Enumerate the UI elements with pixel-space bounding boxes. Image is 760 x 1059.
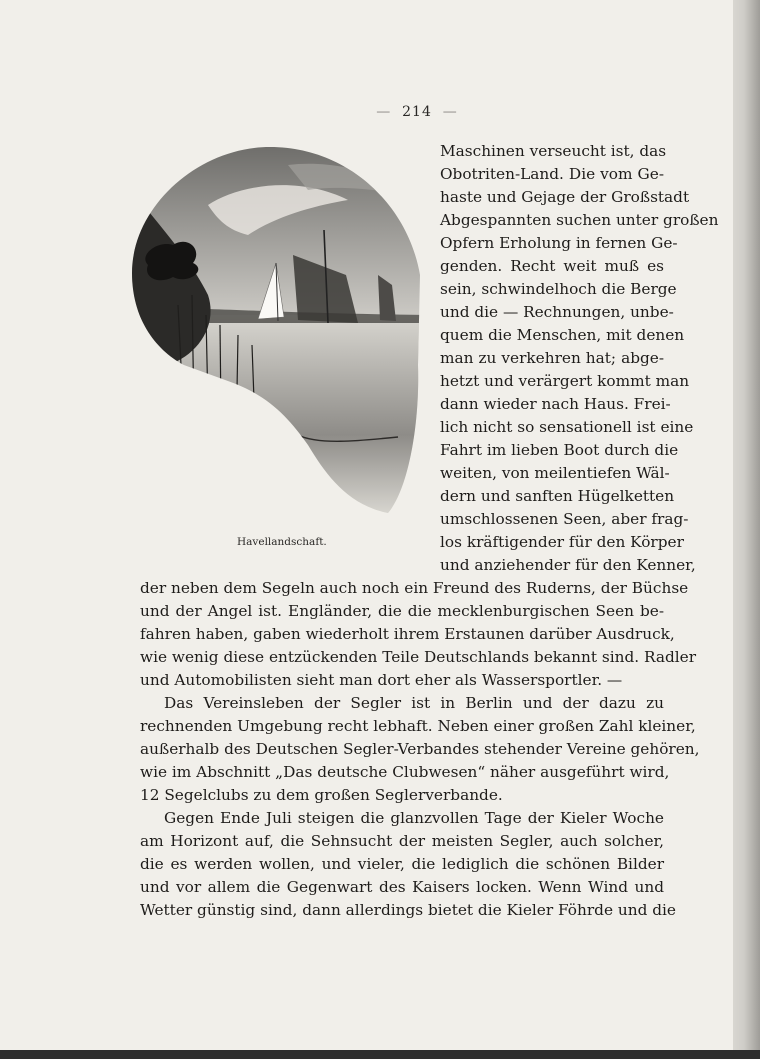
text-line: quem die Menschen, mit denen <box>440 326 685 344</box>
lake-illustration <box>128 145 428 517</box>
text-line: dern und sanften Hügelketten <box>440 487 675 505</box>
text-line: am Horizont auf, die Sehnsucht der meisten Segler, auch solcher, <box>140 832 664 850</box>
text-line: Abgespannten suchen unter großen <box>440 211 719 229</box>
text-line: und Automobilisten sieht man dort eher als Wassersportler. — <box>140 671 623 689</box>
text-line: genden. Recht weit muß es <box>440 257 664 275</box>
text-line: Wetter günstig sind, dann allerdings bietet die Kieler Föhrde und die <box>140 901 676 919</box>
text-line: und anziehender für den Kenner, <box>440 556 696 574</box>
text-line: umschlossenen Seen, aber frag- <box>440 510 689 528</box>
page-number: — 214 — <box>376 104 458 120</box>
text-line: 12 Segelclubs zu dem großen Seglerverbande. <box>140 786 503 804</box>
text-line: los kräftigender für den Körper <box>440 533 684 551</box>
text-line: wie wenig diese entzückenden Teile Deutschlands bekannt sind. Radler <box>140 648 697 666</box>
text-line: Obotriten-Land. Die vom Ge- <box>440 165 664 183</box>
text-line: haste und Gejage der Großstadt <box>440 188 690 206</box>
text-line: sein, schwindelhoch die Berge <box>440 280 677 298</box>
text-line: weiten, von meilentiefen Wäl- <box>440 464 670 482</box>
text-line: außerhalb des Deutschen Segler-Verbandes stehender Vereine gehören, <box>140 740 700 758</box>
text-line: Das Vereinsleben der Segler ist in Berlin und der dazu zu <box>164 694 664 712</box>
text-line: und die — Rechnungen, unbe- <box>440 303 674 321</box>
text-line: fahren haben, gaben wiederholt ihrem Erstaunen darüber Ausdruck, <box>140 625 675 643</box>
text-line: Gegen Ende Juli steigen die glanzvollen Tage der Kieler Woche <box>164 809 664 827</box>
text-line: hetzt und verärgert kommt man <box>440 372 690 390</box>
illustration-caption: Havellandschaft. <box>237 536 327 548</box>
text-line: Opfern Erholung in fernen Ge- <box>440 234 678 252</box>
text-line: die es werden wollen, und vieler, die lediglich die schönen Bilder <box>140 855 664 873</box>
text-line: rechnenden Umgebung recht lebhaft. Neben einer großen Zahl kleiner, <box>140 717 696 735</box>
page-spine-edge <box>733 0 760 1050</box>
text-line: man zu verkehren hat; abge- <box>440 349 664 367</box>
text-line: wie im Abschnitt „Das deutsche Clubwesen“ näher ausgeführt wird, <box>140 763 670 781</box>
text-line: und der Angel ist. Engländer, die die mecklenburgischen Seen be- <box>140 602 664 620</box>
text-line: Maschinen verseucht ist, das <box>440 142 667 160</box>
text-line: dann wieder nach Haus. Frei- <box>440 395 671 413</box>
text-line: und vor allem die Gegenwart des Kaisers locken. Wenn Wind und <box>140 878 664 896</box>
text-line: der neben dem Segeln auch noch ein Freund des Ruderns, der Büchse <box>140 579 689 597</box>
scan-bottom-edge <box>0 1050 760 1059</box>
text-line: Fahrt im lieben Boot durch die <box>440 441 679 459</box>
text-line: lich nicht so sensationell ist eine <box>440 418 694 436</box>
